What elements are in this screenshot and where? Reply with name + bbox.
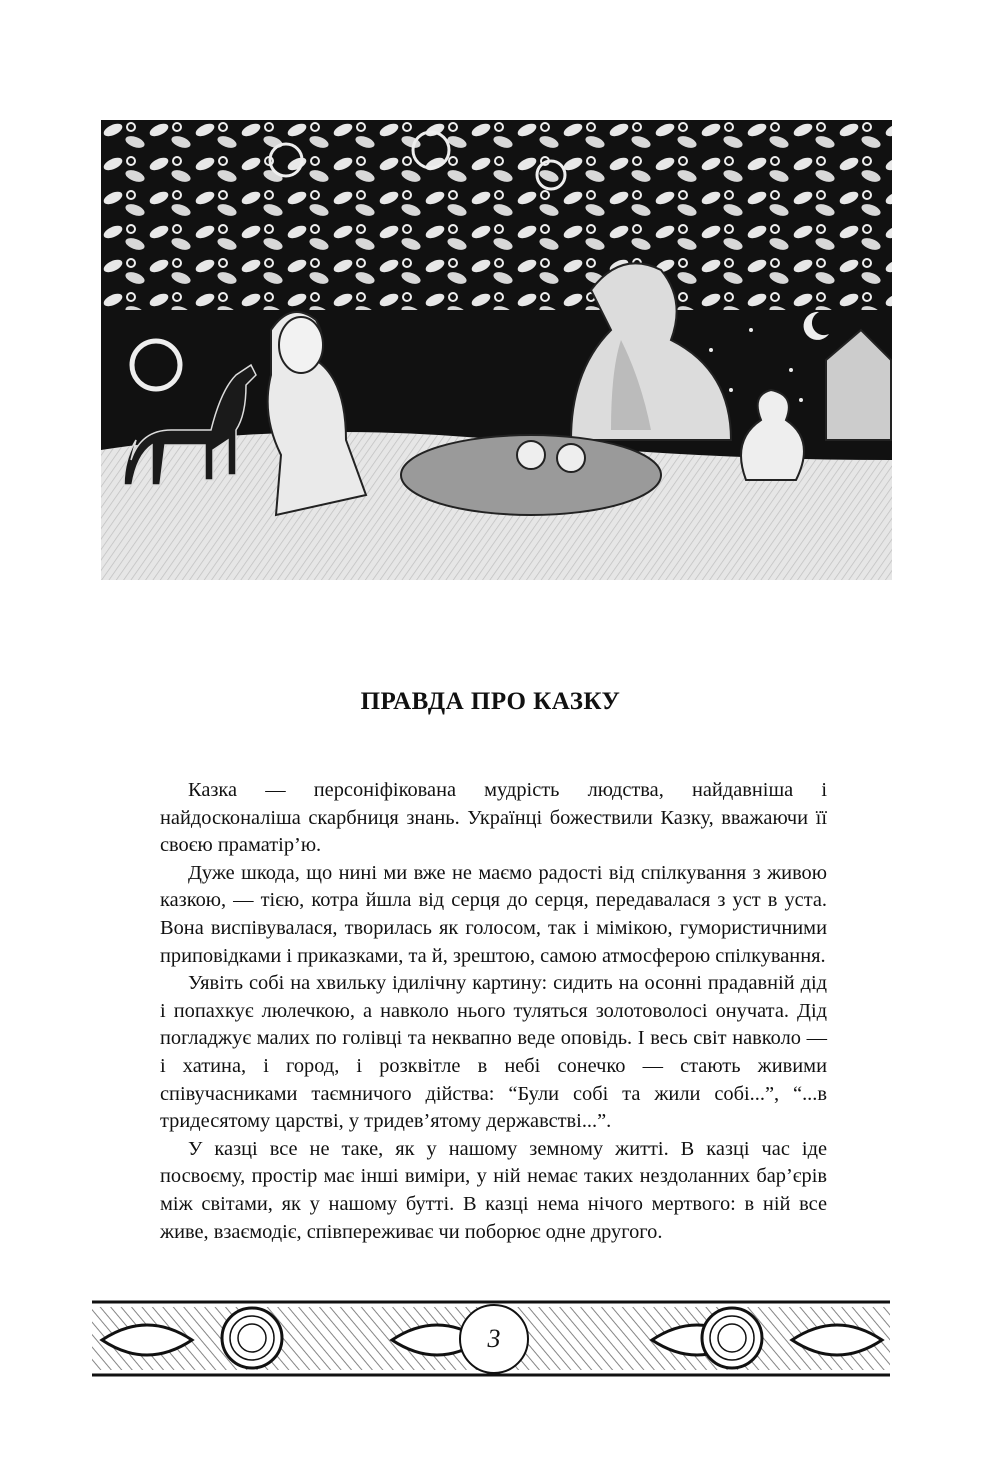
woodcut-scene <box>101 120 892 580</box>
paragraph: У казці все не таке, як у нашому земному житті. В казці час іде посвоєму, простір має інші виміри, у ній немає таких нездоланних бар’єрів між світами, як у нашому бутті. В казці нема нічого мертвого: в ній все живе, взаємодіє, співпереживає чи поборює одне другого. <box>160 1137 827 1243</box>
page-number: 3 <box>459 1304 529 1374</box>
paragraph: Дуже шкода, що нині ми вже не маємо радості від спілкування з живою казкою, — тією, котра йшла від серця до серця, передавалася з уст в уста. Вона виспівувалася, творилась як голосом, так і мімікою, гумористичними приповідками і приказками, та й, зрештою, самою атмосферою спілкування. <box>160 861 827 967</box>
tree-foliage <box>101 120 892 310</box>
chapter-title: ПРАВДА ПРО КАЗКУ <box>360 688 621 715</box>
body-text <box>160 777 827 1246</box>
paragraph: Уявіть собі на хвильку ідилічну картину: сидить на осонні прадавній дід і попахкує люлечкою, а навколо нього туляться золотоволосі онучата. Дід погладжує малих по голівці та неквапно веде оповідь. І весь світ навколо — і хатина, і город, і розквітле в небі сонечко — стають живими співучасниками таємничого дійства: “Були собі та жили собі...”, “...в тридесятому царстві, у тридев’ятому державстві...”. <box>160 972 827 1133</box>
fairy-tale-illustration <box>101 120 892 580</box>
paragraph: Казка — персоніфікована мудрість людства, найдавніша і найдосконаліша скарбниця знань. Українці божествили Казку, вважаючи її своєю праматір’ю. <box>160 779 827 857</box>
